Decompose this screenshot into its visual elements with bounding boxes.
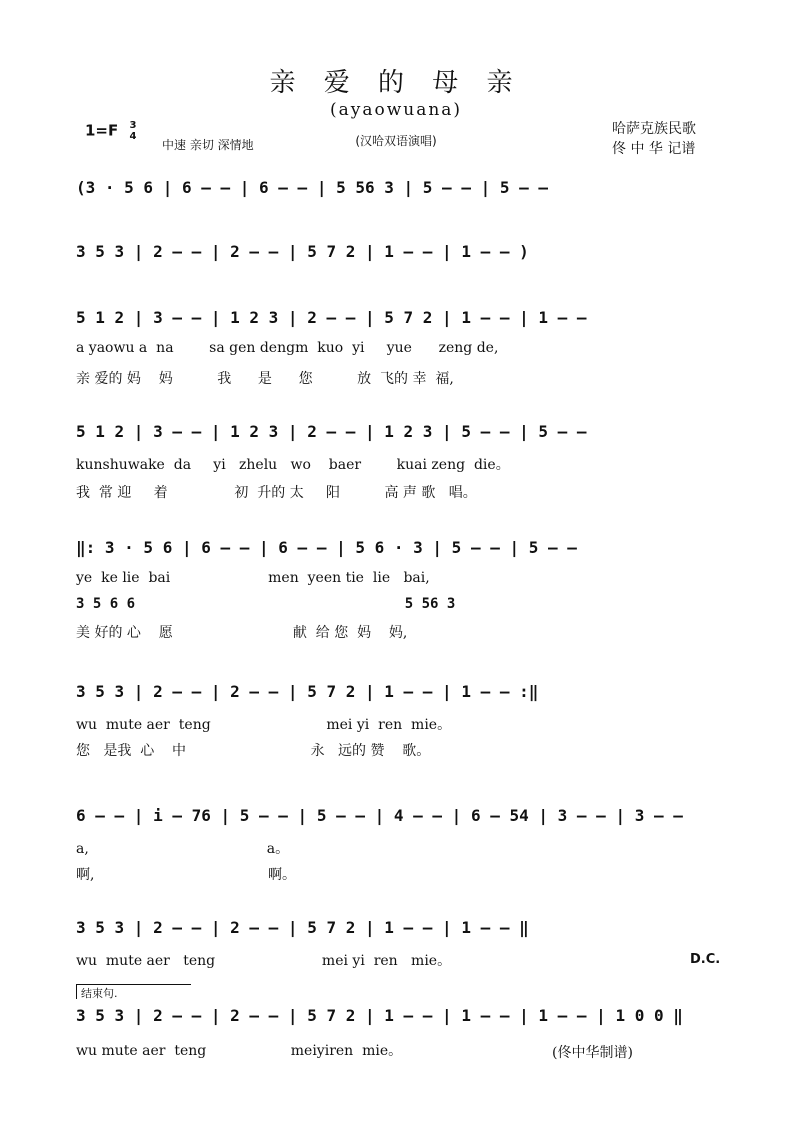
time-bottom: 4 <box>129 131 137 142</box>
lyric-row-7-chinese: 啊, 啊。 <box>76 867 297 883</box>
performance-note: (汉哈双语演唱) <box>355 134 437 148</box>
score-row-9: 3 5 3 | 2 – – | 2 – – | 5 7 2 | 1 – – | 1 – – | 1 – – | 1 0 0 ‖ <box>76 1006 683 1025</box>
lyric-row-4-chinese: 我 常 迎 着 初 升的 太 阳 高 声 歌 唱。 <box>76 485 477 501</box>
score-row-2: 3 5 3 | 2 – – | 2 – – | 5 7 2 | 1 – – | 1 – – ) <box>76 242 529 261</box>
song-subtitle: (ayaowuana) <box>329 100 463 120</box>
time-top: 3 <box>129 120 137 131</box>
lyric-row-6-pinyin: wu mute aer teng mei yi ren mie。 <box>76 717 452 733</box>
score-row-1: (3 · 5 6 | 6 – – | 6 – – | 5 56 3 | 5 – – | 5 – – <box>76 178 549 197</box>
score-row-7: 6 – – | i – 76 | 5 – – | 5 – – | 4 – – | 6 – 54 | 3 – – | 3 – – <box>76 806 683 825</box>
lyric-row-5-pinyin: ye ke lie bai men yeen tie lie bai, <box>76 570 430 586</box>
tempo-marking: 中速 亲切 深情地 <box>162 138 254 152</box>
score-row-4: 5 1 2 | 3 – – | 1 2 3 | 2 – – | 1 2 3 | 5 – – | 5 – – <box>76 422 587 441</box>
key-label: 1=F <box>85 121 119 140</box>
arranger-credit: 佟 中 华 记谱 <box>612 141 696 157</box>
lyric-row-6-chinese: 您 是我 心 中 永 远的 赞 歌。 <box>76 743 431 759</box>
lyric-row-5-alt-notes: 3 5 6 6 5 56 3 <box>76 596 456 612</box>
score-row-6: 3 5 3 | 2 – – | 2 – – | 5 7 2 | 1 – – | 1 – – :‖ <box>76 682 539 701</box>
lyric-row-8-pinyin: wu mute aer teng mei yi ren mie。 <box>76 953 452 969</box>
footer-credit: (佟中华制谱) <box>552 1045 633 1061</box>
score-row-5: ‖: 3 · 5 6 | 6 – – | 6 – – | 5 6 · 3 | 5 – – | 5 – – <box>76 538 577 557</box>
lyric-row-9-pinyin: wu mute aer teng meiyiren mie。 <box>76 1043 403 1059</box>
song-origin: 哈萨克族民歌 <box>612 121 696 137</box>
lyric-row-4-pinyin: kunshuwake da yi zhelu wo baer kuai zeng die。 <box>76 457 510 473</box>
score-row-3: 5 1 2 | 3 – – | 1 2 3 | 2 – – | 5 7 2 | 1 – – | 1 – – <box>76 308 587 327</box>
lyric-row-3-pinyin: a yaowu a na sa gen dengm kuo yi yue zeng de, <box>76 340 499 356</box>
time-signature <box>130 120 137 142</box>
lyric-row-3-chinese: 亲 爱的 妈 妈 我 是 您 放 飞的 幸 福, <box>76 371 454 387</box>
lyric-row-7-pinyin: a, a。 <box>76 841 290 857</box>
score-row-8: 3 5 3 | 2 – – | 2 – – | 5 7 2 | 1 – – | 1 – – ‖ <box>76 918 529 937</box>
ending-label: 结束句. <box>76 984 191 999</box>
dc-marking: D.C. <box>690 952 721 967</box>
song-title: 亲 爱 的 母 亲 <box>269 68 523 98</box>
key-signature <box>85 120 136 142</box>
lyric-row-5-chinese: 美 好的 心 愿 献 给 您 妈 妈, <box>76 625 408 641</box>
